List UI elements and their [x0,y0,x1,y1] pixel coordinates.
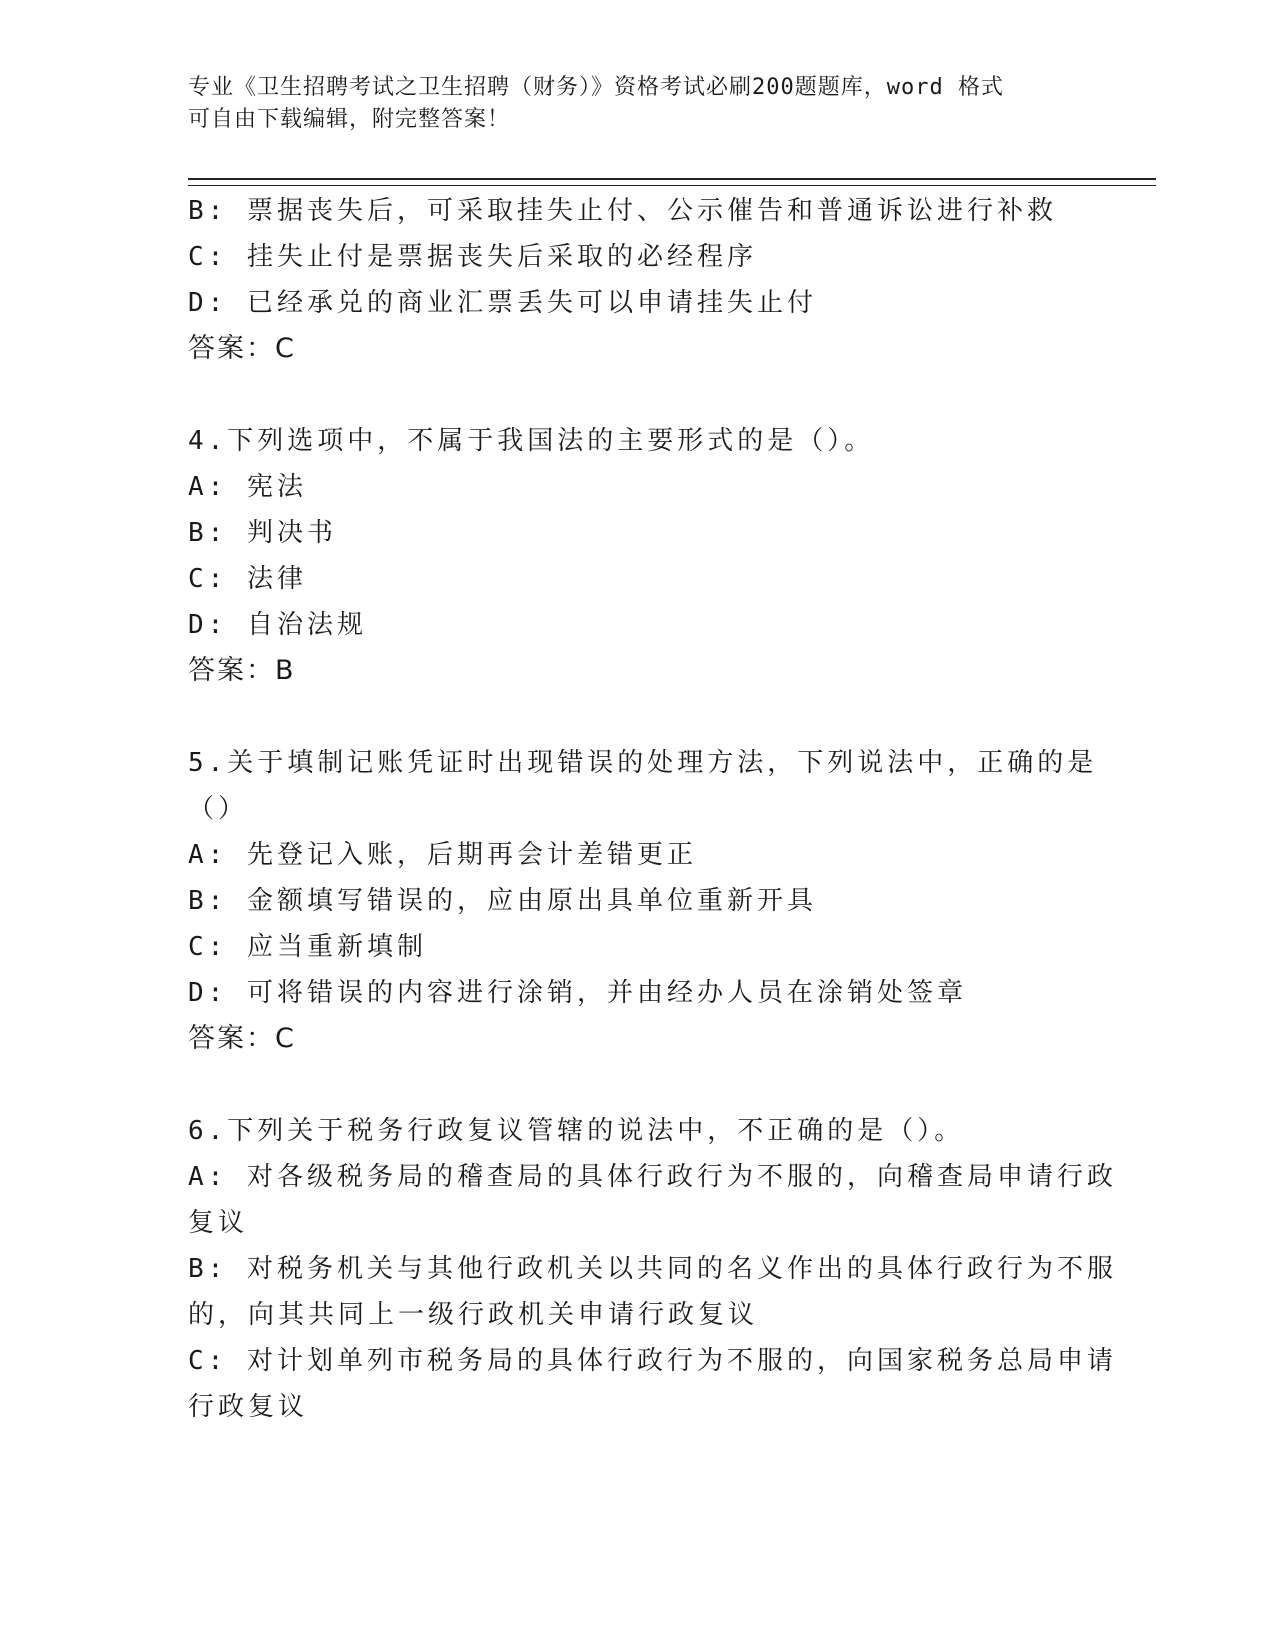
question-4 [188,418,1088,694]
option-a: A: 宪法 [188,472,307,502]
option-c: C: 挂失止付是票据丧失后采取的必经程序 [188,242,757,272]
question-5 [188,740,1098,1062]
option-a-line-1: A: 对各级税务局的稽查局的具体行政行为不服的，向稽查局申请行政 [188,1162,1117,1192]
option-d: D: 已经承兑的商业汇票丢失可以申请挂失止付 [188,288,817,318]
spacer [188,694,1088,740]
question-stem: 4.下列选项中，不属于我国法的主要形式的是（）。 [188,426,875,456]
option-b-line-2: 的，向其共同上一级行政机关申请行政复议 [188,1300,759,1330]
option-a-line-2: 复议 [188,1208,249,1238]
option-c: C: 应当重新填制 [188,932,427,962]
question-stem: 6.下列关于税务行政复议管辖的说法中，不正确的是（）。 [188,1116,965,1146]
option-c-line-1: C: 对计划单列市税务局的具体行政行为不服的，向国家税务总局申请 [188,1346,1117,1376]
option-b-line-1: B: 对税务机关与其他行政机关以共同的名义作出的具体行政行为不服 [188,1254,1117,1284]
question-list [188,188,1117,1430]
question-6 [188,1108,1117,1430]
question-stem-line-2: （） [188,794,249,824]
header-line-1: 专业《卫生招聘考试之卫生招聘（财务）》资格考试必刷200题题库，word 格式 [188,75,1004,100]
question-stem-line-1: 5.关于填制记账凭证时出现错误的处理方法，下列说法中，正确的是 [188,748,1098,778]
option-c: C: 法律 [188,564,307,594]
option-b: B: 票据丧失后，可采取挂失止付、公示催告和普通诉讼进行补救 [188,196,1057,226]
answer: 答案：C [188,1023,296,1054]
option-d: D: 可将错误的内容进行涂销，并由经办人员在涂销处签章 [188,978,967,1008]
spacer [188,1062,1088,1108]
document-header [188,72,1068,136]
option-c-line-2: 行政复议 [188,1392,309,1422]
option-a: A: 先登记入账，后期再会计差错更正 [188,840,697,870]
option-b: B: 金额填写错误的，应由原出具单位重新开具 [188,886,817,916]
option-d: D: 自治法规 [188,610,367,640]
question-3-tail [188,188,1088,372]
spacer [188,372,1088,418]
answer: 答案：B [188,655,296,686]
answer: 答案：C [188,333,296,364]
header-line-2: 可自由下载编辑，附完整答案！ [188,107,511,132]
option-b: B: 判决书 [188,518,337,548]
header-divider [188,178,1156,186]
